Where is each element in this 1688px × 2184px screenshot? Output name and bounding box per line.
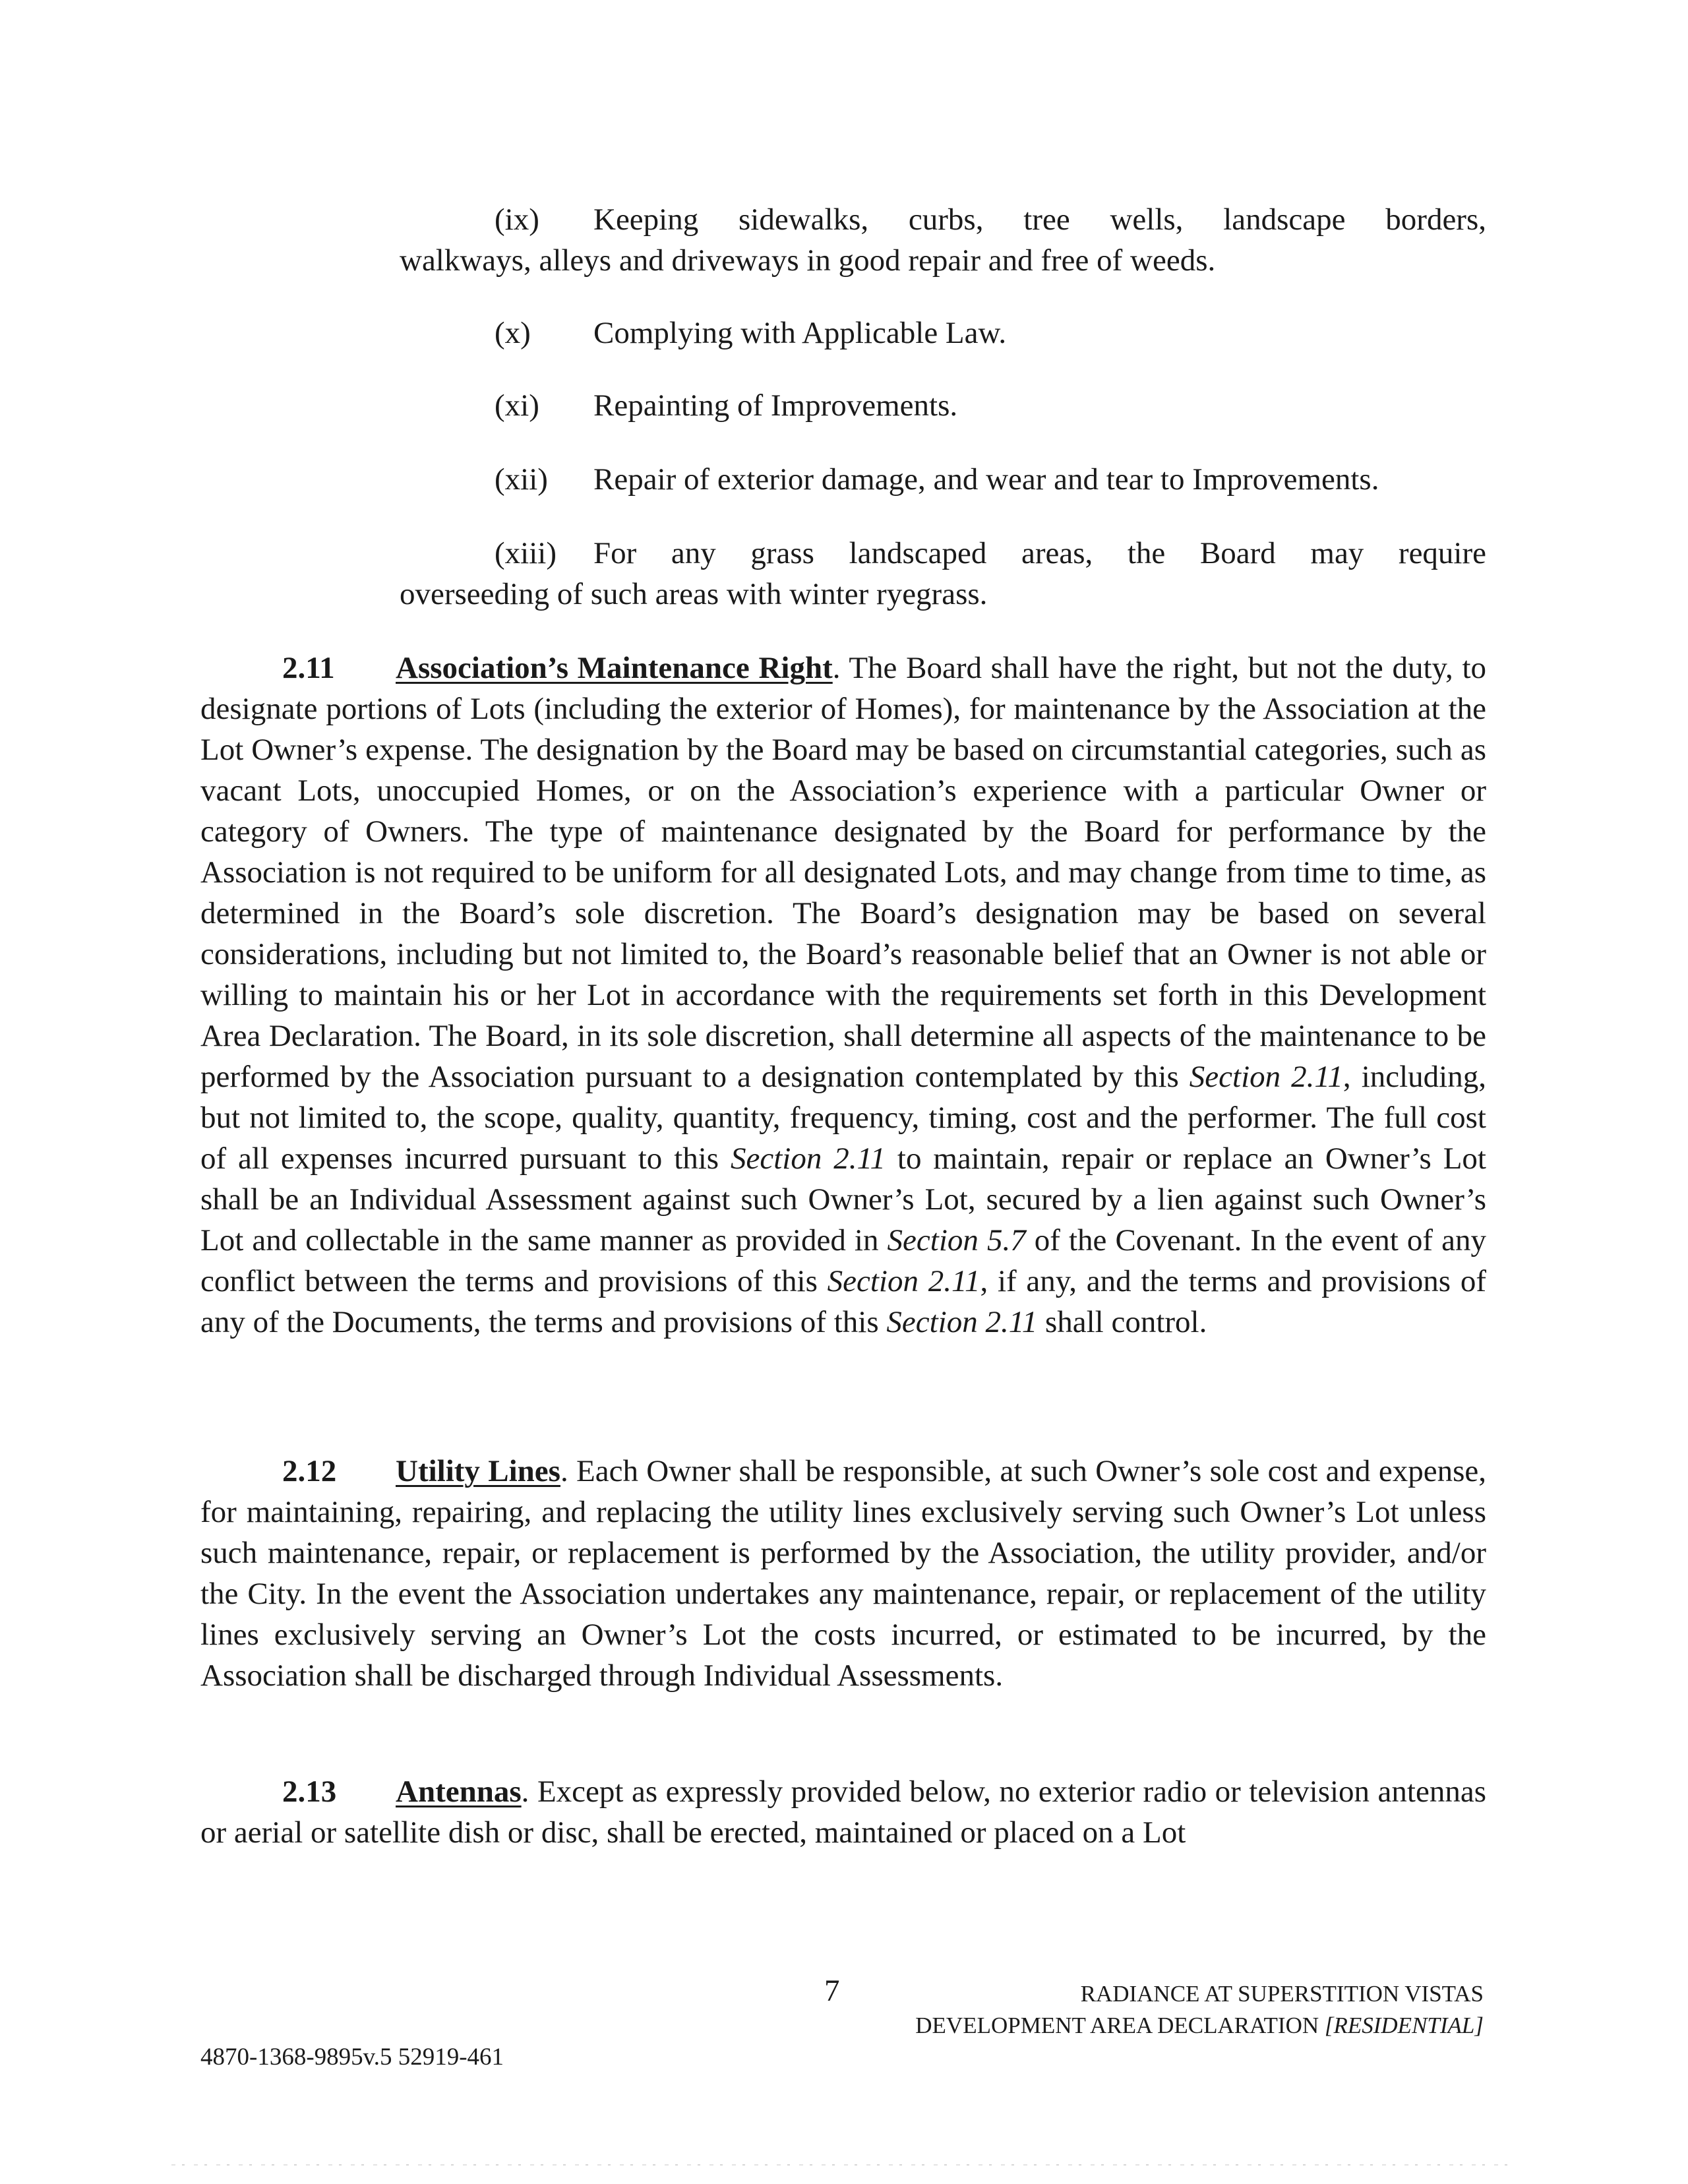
section-2-13	[200, 1771, 1486, 1853]
footer-title-line-2	[915, 2010, 1484, 2042]
list-item-number: (xi)	[495, 388, 539, 423]
list-item-xiii	[400, 533, 1486, 615]
section-reference: Section 2.11	[1189, 1060, 1343, 1094]
section-reference: Section 5.7	[887, 1223, 1026, 1258]
section-reference: Section 2.11	[731, 1141, 886, 1176]
list-item-xiii-first-line	[400, 533, 1486, 574]
section-text-e: , if any, and the terms and provisions of any of the Documents, the terms and provisions of this	[200, 1264, 1486, 1339]
scan-artifact-line	[171, 2164, 1517, 2166]
document-id: 4870-1368-9895v.5 52919-461	[200, 2044, 504, 2071]
section-2-12	[200, 1451, 1486, 1696]
list-item-number: (xiii)	[495, 536, 557, 570]
section-text-d: of the Covenant. In the event of any conflict between the terms and provisions of this	[200, 1223, 1487, 1298]
section-number: 2.11	[282, 651, 335, 685]
section-text-c: to maintain, repair or replace an Owner’s Lot shall be an Individual Assessment against such Owner’s Lot, secured by a lien against such Owner’s Lot and collectable in the same manner as provided in	[200, 1141, 1486, 1258]
list-item-text: Keeping sidewalks, curbs, tree wells, landscape borders,	[593, 202, 1486, 237]
section-text-b: , including, but not limited to, the scope, quality, quantity, frequency, timing, cost and the performer. The full cost of all expenses incurred pursuant to this	[200, 1060, 1486, 1176]
section-reference: Section 2.11	[827, 1264, 980, 1298]
section-text: . Each Owner shall be responsible, at such Owner’s sole cost and expense, for maintaining, repairing, and replacing the utility lines exclusively serving such Owner’s Lot unless such maintenance, repair, or replacement is performed by the Association, the utility provider, and/or the City. In the event the Association undertakes any maintenance, repair, or replacement of the utility lines exclusively serving an Owner’s Lot the costs incurred, or estimated to be incurred, by the Association shall be discharged through Individual Assessments.	[200, 1454, 1486, 1693]
section-text-a: . The Board shall have the right, but not the duty, to designate portions of Lots (including the exterior of Homes), for maintenance by the Association at the Lot Owner’s expense. The designation by the Board may be based on circumstantial categories, such as vacant Lots, unoccupied Homes, or on the Association’s experience with a particular Owner or category of Owners. The type of maintenance designated by the Board for performance by the Association is not required to be uniform for all designated Lots, and may change from time to time, as determined in the Board’s sole discretion. The Board’s designation may be based on several considerations, including but not limited to, the Board’s reasonable belief that an Owner is not able or willing to maintain his or her Lot in accordance with the requirements set forth in this Development Area Declaration. The Board, in its sole discretion, shall determine all aspects of the maintenance to be performed by the Association pursuant to a designation contemplated by this	[200, 651, 1486, 1094]
section-number: 2.13	[282, 1774, 337, 1809]
page-number: 7	[824, 1974, 840, 2008]
list-item-number: (x)	[495, 316, 531, 350]
list-item-text: Repair of exterior damage, and wear and tear to Improvements.	[593, 462, 1379, 497]
footer-title-italic: [RESIDENTIAL]	[1324, 2013, 1484, 2038]
list-item-text: Repainting of Improvements.	[593, 388, 958, 423]
section-text-f: shall control.	[1037, 1305, 1207, 1339]
section-reference: Section 2.11	[886, 1305, 1038, 1339]
list-item-xiii-continuation: overseeding of such areas with winter ryegrass.	[400, 577, 988, 611]
list-item-text: For any grass landscaped areas, the Board may require	[593, 536, 1486, 570]
list-item-x	[495, 313, 1486, 353]
section-text: . Except as expressly provided below, no exterior radio or television antennas or aerial or satellite dish or disc, shall be erected, maintained or placed on a Lot	[200, 1774, 1486, 1850]
section-title: Utility Lines	[396, 1454, 560, 1488]
list-item-number: (xii)	[495, 462, 548, 497]
list-item-number: (ix)	[495, 202, 539, 237]
footer-title-prefix: DEVELOPMENT AREA DECLARATION	[915, 2013, 1325, 2038]
footer-title-line-1: RADIANCE AT SUPERSTITION VISTAS	[1080, 1981, 1484, 2007]
section-title: Antennas	[396, 1774, 522, 1809]
section-2-11	[200, 648, 1486, 1343]
list-item-xi	[495, 385, 1486, 426]
section-title: Association’s Maintenance Right	[396, 651, 833, 685]
footer-document-title	[915, 1978, 1484, 2042]
list-item-ix	[400, 199, 1486, 281]
list-item-xii	[495, 459, 1486, 500]
list-item-ix-continuation: walkways, alleys and driveways in good repair and free of weeds.	[400, 243, 1216, 278]
list-item-text: Complying with Applicable Law.	[593, 316, 1007, 350]
section-number: 2.12	[282, 1454, 337, 1488]
list-item-ix-first-line	[400, 199, 1486, 240]
